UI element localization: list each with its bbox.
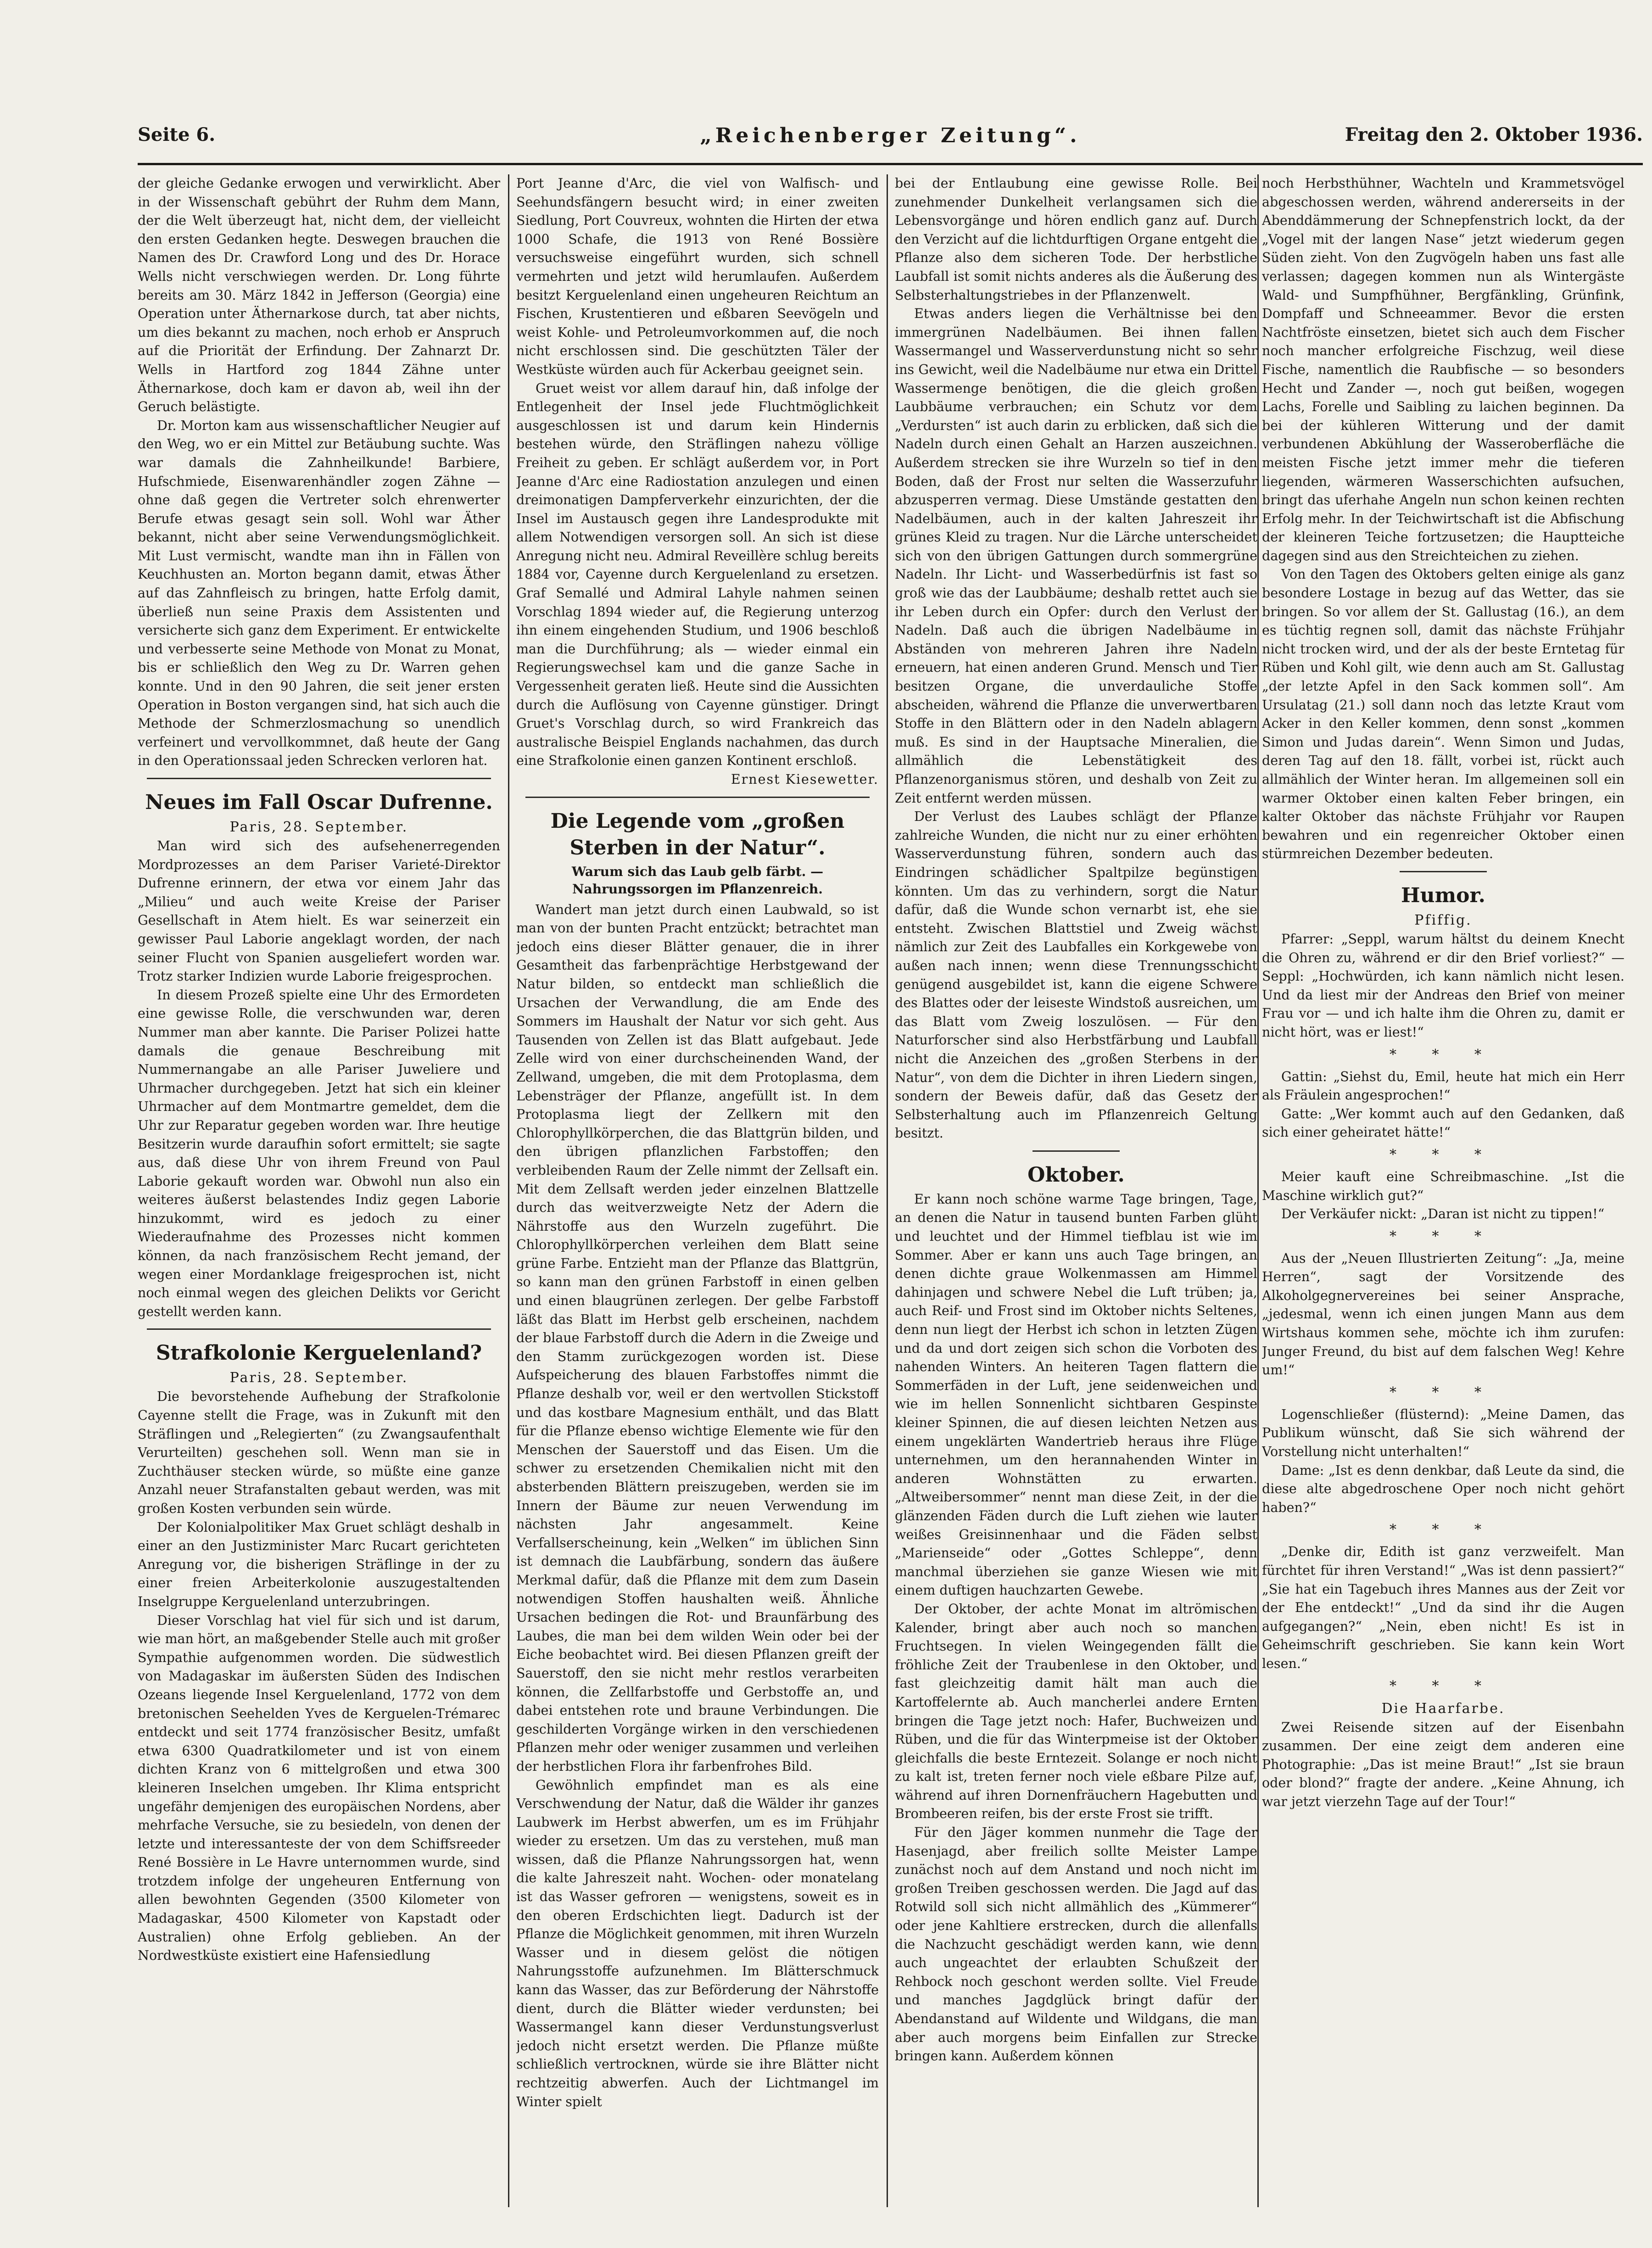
article-separator [147, 778, 491, 779]
article-paragraph: Gruet weist vor allem darauf hin, daß infolge der Entlegenheit der Insel jede Fluchtmöglichkeit ausgeschlossen ist und darum kein Hindernis bestehen würde, den Sträflingen nahezu völlige Freiheit zu geben. Er schlägt außerdem vor, in Port Jeanne d'Arc eine Radiostation anzulegen und einen dreimonatigen Dampferverkehr einzurichten, der die Insel im Austausch gegen ihre Landesprodukte mit allem Notwendigen versorgen soll. An sich ist diese Anregung nicht neu. Admiral Reveillère schlug bereits 1884 vor, Cayenne durch Kerguelenland zu ersetzen. Graf Semallé und Admiral Lahyle nahmen seinen Vorschlag 1894 wieder auf, die Regierung unterzog ihn einem eingehenden Studium, und 1906 beschloß man die Durchführung; als — wieder einmal ein Regierungswechsel kam und die ganze Sache in Vergessenheit geraten ließ. Heute sind die Aussichten durch die Auflösung von Cayenne günstiger. Dringt Gruet's Vorschlag durch, so wird Frankreich das australische Beispiel Englands nachahmen, das durch eine Strafkolonie einen ganzen Kontinent erschloß. [516, 380, 879, 769]
asterisk-separator: * * * [1389, 1678, 1497, 1694]
headline-oktober: Oktober. [1027, 1163, 1125, 1187]
headline-legende: Die Legende vom „großen Sterben in der Natur“. [550, 809, 845, 859]
masthead [138, 124, 1643, 156]
joke-paragraph: Gattin: „Siehst du, Emil, heute hat mich ein Herr als Fräulein angesprochen!“ [1262, 1069, 1624, 1103]
article-separator [525, 797, 870, 798]
article-paragraph: noch Herbsthühner, Wachteln und Krammetsvögel abgeschossen werden, während andererseits in der Abenddämmerung der Schnepfenstrich lockt, da der „Vogel mit der langen Nase“ jetzt wiederum gegen Süden zieht. Von den Zugvögeln haben uns fast alle verlassen; dagegen kommen nun als Wintergäste Wald- und Sumpfhühner, Bergfänkling, Grünfink, Dompfaff und Schneeammer. Bevor die ersten Nachtfröste einsetzen, bietet sich auch dem Fischer noch mancher erfolgreiche Fischzug, weil diese Fische, namentlich die Raubfische — so besonders Hecht und Zander —, noch gut beißen, wogegen Lachs, Forelle und Saibling zu laichen beginnen. Da bei der kühleren Witterung und der damit verbundenen Abkühlung der Wasseroberfläche die meisten Fische jetzt immer mehr die tieferen liegenden, wärmeren Wasserschichten aufsuchen, bringt das uferhahe Angeln nun schon keinen rechten Erfolg mehr. In der Teichwirtschaft ist die Abfischung der kleineren Teiche fortzusetzen; die Hauptteiche dagegen sind aus den Streichteichen zu ziehen. [1262, 176, 1624, 563]
article-paragraph: Dr. Morton kam aus wissenschaftlicher Neugier auf den Weg, wo er ein Mittel zur Betäubung suchte. Was war damals die Zahnheilkunde! Barbiere, Hufschmiede, Eisenwarenhändler zogen Zähne — ohne daß gegen die Vertreter solch ehrenwerter Berufe etwas gesagt sein soll. Wohl war Äther bekannt, nicht aber seine Verwendungsmöglichkeit. Mit Lust vermischt, wandte man ihn in Fällen von Keuchhusten an. Morton begann damit, etwas Äther auf das Zahnfleisch zu bringen, hatte Erfolg damit, überließ nun seine Praxis dem Assistenten und versicherte sich ganz dem Experiment. Er entwickelte und verbesserte seine Methode von Monat zu Monat, bis er schließlich den Weg zu Dr. Warren gehen konnte. Und in den 90 Jahren, die seit jener ersten Operation in Boston vergangen sind, hat sich auch die Methode der Schmerzlosmachung so unendlich verfeinert und vervollkommnet, daß heute der Gang in den Operationssaal jeden Schrecken verloren hat. [138, 418, 500, 769]
column-3 [895, 174, 1257, 2207]
article-paragraph: Port Jeanne d'Arc, die viel von Walfisch- und Seehundsfängern besucht wird; in einer zweiten Siedlung, Port Couvreux, wohnten die Hirten der etwa 1000 Schafe, die 1913 von René Bossière versuchsweise eingeführt wurden, sich schnell vermehrten und jetzt wild herumlaufen. Außerdem besitzt Kerguelenland einen ungeheuren Reichtum an Fischen, Krustentieren und eßbaren Seevögeln und weist Kohle- und Petroleumvorkommen auf, die noch nicht erschlossen sind. Die geschützten Täler der Westküste würden auch für Ackerbau geeignet sein. [516, 176, 879, 377]
column-2 [516, 174, 879, 2207]
joke-paragraph: Der Verkäufer nickt: „Daran ist nicht zu tippen!“ [1281, 1206, 1605, 1222]
joke-paragraph: Zwei Reisende sitzen auf der Eisenbahn zusammen. Der eine zeigt dem anderen eine Photographie: „Das ist meine Braut!“ „Ist sie braun oder blond?“ fragte der andere. „Keine Ahnung, ich war jetzt vierzehn Tage auf der Tour!“ [1262, 1719, 1624, 1809]
joke-paragraph: Meier kauft eine Schreibmaschine. „Ist die Maschine wirklich gut?“ [1262, 1169, 1624, 1203]
dateline: Paris, 28. September. [229, 819, 408, 835]
asterisk-separator: * * * [1389, 1384, 1497, 1400]
newspaper-title: „Reichenberger Zeitung“. [700, 124, 1081, 147]
article-paragraph: Der Verlust des Laubes schlägt der Pflanze zahlreiche Wunden, die nicht nur zu einer erhöhten Wasserverdunstung führen, sondern auch das Eindringen schädlicher Spaltpilze begünstigen könnten. Um das zu verhindern, sorgt die Natur dafür, daß die Wunde schon vernarbt ist, ehe sie entsteht. Zwischen Blattstiel und Zweig wächst nämlich zur Zeit des Laubfalles ein Korkgewebe von außen nach innen; wenn diese Trennungsschicht genügend ausgebildet ist, kann die eigene Schwere des Blattes oder der leiseste Windstoß ausreichen, um das Blatt vom Zweig loszulösen. — Für den Naturforscher sind also Herbstfärbung und Laubfall nicht die Anzeichen des „großen Sterbens in der Natur“, von dem die Dichter in ihren Liedern singen, sondern der Beweis dafür, daß das Gesetz der Selbsterhaltung auch im Pflanzenreich Geltung besitzt. [895, 809, 1257, 1141]
column-divider [508, 174, 509, 2207]
article-paragraph: Für den Jäger kommen nunmehr die Tage der Hasenjagd, aber freilich sollte Meister Lampe zunächst noch auf dem Anstand und noch nicht im großen Treiben geschossen werden. Die Jagd auf das Rotwild soll sich nicht allmählich des „Kümmerer“ oder jene Kahltiere erstrecken, durch die allenfalls die Nachzucht geschädigt werden kann, wie denn auch ungeachtet der erlaubten Schußzeit der Rehbock noch geschont werden sollte. Viel Freude und manches Jagdglück bringt dafür der Abendanstand auf Wildente und Wildgans, die man aber auch morgens beim Einfallen zur Strecke bringen kann. Außerdem können [895, 1825, 1257, 2064]
article-separator [1400, 871, 1487, 872]
article-paragraph: der gleiche Gedanke erwogen und verwirklicht. Aber in der Wissenschaft gebührt der Ruhm dem Mann, der die Welt überzeugt hat, nicht dem, der vielleicht den ersten Gedanken hegte. Deswegen brauchen die Namen des Dr. Crawford Long und des Dr. Horace Wells nicht verschwiegen werden. Dr. Long führte bereits am 30. März 1842 in Jefferson (Georgia) eine Operation unter Äthernarkose durch, tat aber nichts, um dies bekannt zu machen, noch erhob er Anspruch auf die Priorität der Erfindung. Der Zahnarzt Dr. Wells in Hartford zog 1844 Zähne unter Äthernarkose, doch kam er davon ab, weil ihn der Geruch belästigte. [138, 176, 500, 415]
joke-paragraph: Logenschließer (flüsternd): „Meine Damen, das Publikum wünscht, daß Sie sich während der Vorstellung nicht unterhalten!“ [1262, 1406, 1624, 1460]
joke-title: Die Haarfarbe. [1381, 1700, 1505, 1717]
joke-paragraph: Gatte: „Wer kommt auch auf den Gedanken, daß sich einer geheiratet hätte!“ [1262, 1106, 1624, 1140]
article-paragraph: bei der Entlaubung eine gewisse Rolle. Bei zunehmender Dunkelheit verlangsamen sich die Lebensvorgänge und hören endlich ganz auf. Durch den Verzicht auf die lichtdurftigen Organe entgeht die Pflanze also dem sicheren Tode. Der herbstliche Laubfall ist somit nichts anderes als die Äußerung des Selbsterhaltungstriebes in der Pflanzenwelt. [895, 176, 1257, 303]
article-paragraph: Die bevorstehende Aufhebung der Strafkolonie Cayenne stellt die Frage, was in Zukunft mit den Sträflingen und „Relegierten“ (zu Zwangsaufenthalt Verurteilten) geschehen soll. Wenn man sie in Zuchthäuser stecken würde, so müßte eine ganze Anzahl neuer Strafanstalten gebaut werden, was mit großen Kosten verbunden sein würde. [138, 1389, 500, 1516]
column-divider [887, 174, 888, 2207]
article-paragraph: Von den Tagen des Oktobers gelten einige als ganz besondere Lostage in bezug auf das Wetter, das sie bringen. So vor allem der St. Gallustag (16.), an dem es tüchtig regnen soll, damit das nächste Frühjahr nicht trocken wird, und der als der beste Erntetag für Rüben und Kohl gilt, wie denn auch am St. Gallustag „der letzte Apfel in den Sack kommen soll“. Am Ursulatag (21.) soll dann noch das letzte Kraut vom Acker in den Keller kommen, denn sonst „kommen Simon und Judas darein“. Wenn Simon und Judas, deren Tag auf den 18. fällt, vorbei ist, rückt auch allmählich der Winter heran. Im allgemeinen soll ein warmer Oktober einen kalten Feber bringen, ein kalter Oktober das nächste Frühjahr vor Raupen bewahren und ein regenreicher Oktober einen stürmreichen Dezember bedeuten. [1262, 567, 1624, 862]
article-paragraph: Der Kolonialpolitiker Max Gruet schlägt deshalb in einer an den Justizminister Marc Rucart gerichteten Anregung vor, die bisherigen Sträflinge in der zu einer freien Arbeiterkolonie auszugestaltenden Inselgruppe Kerguelenland unterzubringen. [138, 1519, 500, 1609]
subheadline: Warum sich das Laub gelb färbt. — Nahrungssorgen im Pflanzenreich. [571, 864, 824, 897]
joke-paragraph: Aus der „Neuen Illustrierten Zeitung“: „Ja, meine Herren“, sagt der Vorsitzende des Alkoholgegnervereines bei seiner Ansprache, „jedesmal, wenn ich einen jungen Mann aus dem Wirtshaus kommen sehe, möchte ich ihm zurufen: Junger Freund, du bist auf dem falschen Weg! Kehre um!“ [1262, 1250, 1624, 1378]
article-paragraph: Dieser Vorschlag hat viel für sich und ist darum, wie man hört, an maßgebender Stelle auch mit großer Sympathie aufgenommen worden. Die südwestlich von Madagaskar im äußersten Süden des Indischen Ozeans liegende Insel Kerguelenland, 1772 von dem bretonischen Seehelden Yves de Kerguelen-Trémarec entdeckt und seit 1774 französischer Besitz, umfaßt etwa 6300 Quadratkilometer und ist von einem dichten Kranz von 6 mittelgroßen und etwa 300 kleineren Inselchen umgeben. Ihr Klima entspricht ungefähr demjenigen des europäischen Nordens, aber mehrfache Versuche, sie zu besiedeln, von denen der letzte und interessanteste der von dem Schiffsreeder René Bossière in Le Havre unternommen wurde, sind trotzdem infolge der ungeheuren Entfernung von allen bewohnten Gegenden (3500 Kilometer von Madagaskar, 4500 Kilometer von Kapstadt oder Australien) ohne Erfolg geblieben. An der Nordwestküste existiert eine Hafensiedlung [138, 1612, 500, 1964]
article-paragraph: Wandert man jetzt durch einen Laubwald, so ist man von der bunten Pracht entzückt; betrachtet man jedoch eins dieser Blätter genauer, die in ihrer Gesamtheit das farbenprächtige Herbstgewand der Natur bilden, so entdeckt man schließlich die Ursachen der Verwandlung, die am Ende des Sommers im Haushalt der Natur vor sich geht. Aus Tausenden von Zellen ist das Blatt aufgebaut. Jede Zelle wird von einer durchscheinenden Wand, der Zellwand, umgeben, die mit dem Protoplasma, dem Lebensträger der Pflanze, angefüllt ist. In dem Protoplasma liegt der Zellkern mit den Chlorophyllkörperchen, die das Blattgrün bilden, und den übrigen pflanzlichen Farbstoffen; den verbleibenden Raum der Zelle nimmt der Zellsaft ein. Mit dem Zellsaft werden jeder einzelnen Blattzelle durch das weitverzweigte Netz der Adern die Nährstoffe aus den Wurzeln zugeführt. Die Chlorophyllkörperchen verleihen dem Blatt seine grüne Farbe. Entzieht man der Pflanze das Blattgrün, so kann man den grünen Farbstoff in einen gelben und einen blaugrünen zerlegen. Der gelbe Farbstoff läßt das Blatt im Herbst gelb erscheinen, nachdem der blaue Farbstoff durch die Adern in die Zweige und den Stamm zurückgezogen worden ist. Diese Aufspeicherung des blauen Farbstoffes nimmt die Pflanze deshalb vor, weil er den wertvollen Stickstoff und das kostbare Magnesium enthält, und das Blatt für die Pflanze ebenso wichtige Elemente wie für den Menschen der Sauerstoff und das Eisen. Um die schwer zu ersetzenden Chemikalien nicht mit den absterbenden Blättern preiszugeben, werden sie im Innern der Bäume zur neuen Verwendung im nächsten Jahr angesammelt. Keine Verfallserscheinung, kein „Welken“ im üblichen Sinn ist demnach die Laubfärbung, sondern das äußere Merkmal dafür, daß die Pflanze mit dem zum Dasein notwendigen Stoffen haushalten weiß. Ähnliche Ursachen bedingen die Rot- und Braunfärbung des Laubes, die man bei dem wilden Wein oder bei der Eiche beobachtet wird. Bei diesen Pflanzen greift der Sauerstoff, den sie nicht mehr restlos verarbeiten können, die Zellfarbstoffe und Gerbstoffe an, und dabei entstehen rote und braune Verbindungen. Die geschilderten Vorgänge wirken in den verschiedenen Pflanzen mehr oder weniger zusammen und verleihen der herbstlichen Flora ihr farbenfrohes Bild. [516, 902, 879, 1774]
article-paragraph: In diesem Prozeß spielte eine Uhr des Ermordeten eine gewisse Rolle, die verschwunden war, deren Nummer man aber kannte. Die Pariser Polizei hatte damals die genaue Beschreibung mit Nummernangabe an alle Pariser Juweliere und Uhrmacher durchgegeben. Jetzt hat sich ein kleiner Uhrmacher auf dem Montmartre gemeldet, dem die Uhr zur Reparatur gegeben worden war. Ihre heutige Besitzerin wurde daraufhin sofort ermittelt; sie sagte aus, daß diese Uhr von ihrem Freund von Paul Laborie gekauft worden war. Obwohl nun also ein weiteres äußerst belastendes Indiz gegen Laborie hinzukommt, wird es jedoch zu einer Wiederaufnahme des Prozesses nicht kommen können, da nach französischem Recht jemand, der wegen einer Mordanklage freigesprochen ist, nicht noch einmal wegen des gleichen Delikts vor Gericht gestellt werden kann. [138, 987, 500, 1319]
masthead-rule [138, 163, 1643, 165]
asterisk-separator: * * * [1389, 1146, 1497, 1163]
issue-date: Freitag den 2. Oktober 1936. [1345, 124, 1643, 145]
column-4 [1262, 174, 1624, 2207]
column-divider [1257, 174, 1259, 2207]
article-paragraph: Etwas anders liegen die Verhältnisse bei den immergrünen Nadelbäumen. Bei ihnen fallen Wassermangel und Wasserverdunstung nicht so sehr ins Gewicht, weil die Nadelbäume nur etwa ein Drittel Wassermenge benötigen, die die gleich großen Laubbäume verbrauchen; ein Schutz vor dem „Verdursten“ ist auch darin zu erblicken, daß sich die Nadeln durch einen Gehalt an Harzen auszeichnen. Außerdem strecken sie ihre Wurzeln so tief in den Boden, daß der Frost nur selten die Wasserzufuhr abzusperren vermag. Diese Umstände gestatten den Nadelbäumen, auch in der kalten Jahreszeit ihr grünes Kleid zu tragen. Nur die Lärche unterscheidet sich von den übrigen Gattungen durch sommergrüne Nadeln. Ihr Licht- und Wasserbedürfnis ist fast so groß wie das der Laubbäume; deshalb rettet auch sie ihr Leben durch ein Opfer: durch den Verlust der Nadeln. Daß auch die übrigen Nadelbäume in Abständen von mehreren Jahren ihre Nadeln erneuern, hat einen anderen Grund. Mensch und Tier besitzen Organe, die unverdauliche Stoffe abscheiden, während die Pflanze die unverwertbaren Stoffe in den Blättern oder in den Nadeln ablagern muß. Es sind in der Hauptsache Mineralien, die allmählich die Lebenstätigkeit des Pflanzenorganismus stören, und deshalb von Zeit zu Zeit entfernt werden müssen. [895, 306, 1257, 806]
article-paragraph: Gewöhnlich empfindet man es als eine Verschwendung der Natur, daß die Wälder ihr ganzes Laubwerk im Herbst abwerfen, um es im Frühjahr wieder zu ersetzen. Um das zu verstehen, muß man wissen, daß die Pflanze Nahrungssorgen hat, wenn die kalte Jahreszeit naht. Wochen- oder monatelang ist das Wasser gefroren — wenigstens, soweit es in den oberen Erdschichten liegt. Dadurch ist der Pflanze die Möglichkeit genommen, mit ihren Wurzeln Wasser und in diesem gelöst die nötigen Nahrungsstoffe aufzunehmen. Im Blätterschmuck kann das Wasser, das zur Beförderung der Nährstoffe dient, durch die Blätter wieder verdunsten; bei Wassermangel kann dieser Verdunstungsverlust jedoch nicht ersetzt werden. Die Pflanze müßte schließlich vertrocknen, würde sie ihre Blätter nicht rechtzeitig abwerfen. Auch der Lichtmangel im Winter spielt [516, 1777, 879, 2109]
headline-humor: Humor. [1401, 883, 1485, 907]
joke-paragraph: „Denke dir, Edith ist ganz verzweifelt. Man fürchtet für ihren Verstand!“ „Was ist denn passiert?“ „Sie hat ein Tagebuch ihres Mannes aus der Zeit vor der Ehe entdeckt!“ „Und da sind ihr die Augen aufgegangen?“ „Nein, eben nicht! Es ist in Geheimschrift geschrieben. Sie kann kein Wort lesen.“ [1262, 1544, 1624, 1671]
headline-kerguelenland: Strafkolonie Kerguelenland? [156, 1341, 482, 1365]
article-paragraph: Der Oktober, der achte Monat im altrömischen Kalender, bringt aber auch noch so manchen Fruchtsegen. In vielen Weingegenden fällt die fröhliche Zeit der Traubenlese in den Oktober, und fast gleichzeitig damit hält man auch die Kartoffelernte ab. Auch mancherlei andere Ernten bringen die Tage jetzt noch: Hafer, Buchweizen und Rüben, und die für das Winterpmeise ist der Oktober gleichfalls die beste Erntezeit. Solange er noch nicht zu kalt ist, treten ferner noch viele eßbare Pilze auf, während auf ihren Dornenfräuchern Hagebutten und Brombeeren reifen, bis der erste Frost sie trifft. [895, 1601, 1257, 1822]
joke-paragraph: Pfarrer: „Seppl, warum hältst du deinem Knecht die Ohren zu, während er dir den Brief vorliest?“ — Seppl: „Hochwürden, ich kann nämlich nicht lesen. Und da liest mir der Andreas den Brief von meiner Frau vor — und ich halte ihm die Ohren zu, damit er nicht hört, was er liest!“ [1262, 931, 1624, 1040]
article-separator [147, 1328, 491, 1330]
article-separator [1032, 1150, 1120, 1152]
article-paragraph: Man wird sich des aufsehenerregenden Mordprozesses an dem Pariser Varieté-Direktor Dufrenne erinnern, der etwa vor einem Jahr das „Milieu“ und auch weite Kreise der Pariser Gesellschaft in Atem hielt. Es war seinerzeit ein gewisser Paul Laborie angeklagt worden, der nach seiner Flucht von Spanien ausgeliefert worden war. Trotz starker Indizien wurde Laborie freigesprochen. [138, 838, 500, 984]
asterisk-separator: * * * [1389, 1046, 1497, 1063]
headline-dufrenne: Neues im Fall Oscar Dufrenne. [145, 791, 493, 814]
author-signature: Ernest Kiesewetter. [731, 772, 879, 787]
column-1 [138, 174, 500, 2207]
asterisk-separator: * * * [1389, 1228, 1497, 1244]
joke-paragraph: Dame: „Ist es denn denkbar, daß Leute da sind, die diese alte abgedroschene Oper noch nicht gehört haben?“ [1262, 1462, 1624, 1515]
page-number: Seite 6. [138, 124, 216, 145]
dateline: Paris, 28. September. [229, 1370, 408, 1386]
joke-title: Pfiffig. [1414, 912, 1472, 928]
asterisk-separator: * * * [1389, 1522, 1497, 1538]
article-paragraph: Er kann noch schöne warme Tage bringen, Tage, an denen die Natur in tausend bunten Farben glüht und leuchtet und der Himmel tiefblau ist wie im Sommer. Aber er kann uns auch Tage bringen, an denen dichte graue Wolkenmassen am Himmel dahinjagen und schwere Nebel die Luft trüben; ja, auch Reif- und Frost sind im Oktober nichts Seltenes, denn nun liegt der Herbst ich schon in letzten Zügen und da und dort zeigen sich schon die Vorboten des nahenden Winters. An heiteren Tagen flattern die Sommerfäden in der Luft, jene seidenweichen und wie im hellen Sonnenlicht sichtbaren Gespinste kleiner Spinnen, die auf diesen leichten Netzen aus einem ungeklärten Wandertrieb heraus ihre Flüge unternehmen, um den herannahenden Winter in anderen Wohnstätten zu erwarten. „Altweibersommer“ nennt man diese Zeit, in der die glänzenden Fäden durch die Luft ziehen wie lauter weißes Greisinnenhaar und die Fäden selbst „Marienseide“ oder „Gottes Schleppe“, denn manchmal überziehen sie ganze Wiesen wie mit einem duftigen hauchzarten Gewebe. [895, 1191, 1257, 1598]
